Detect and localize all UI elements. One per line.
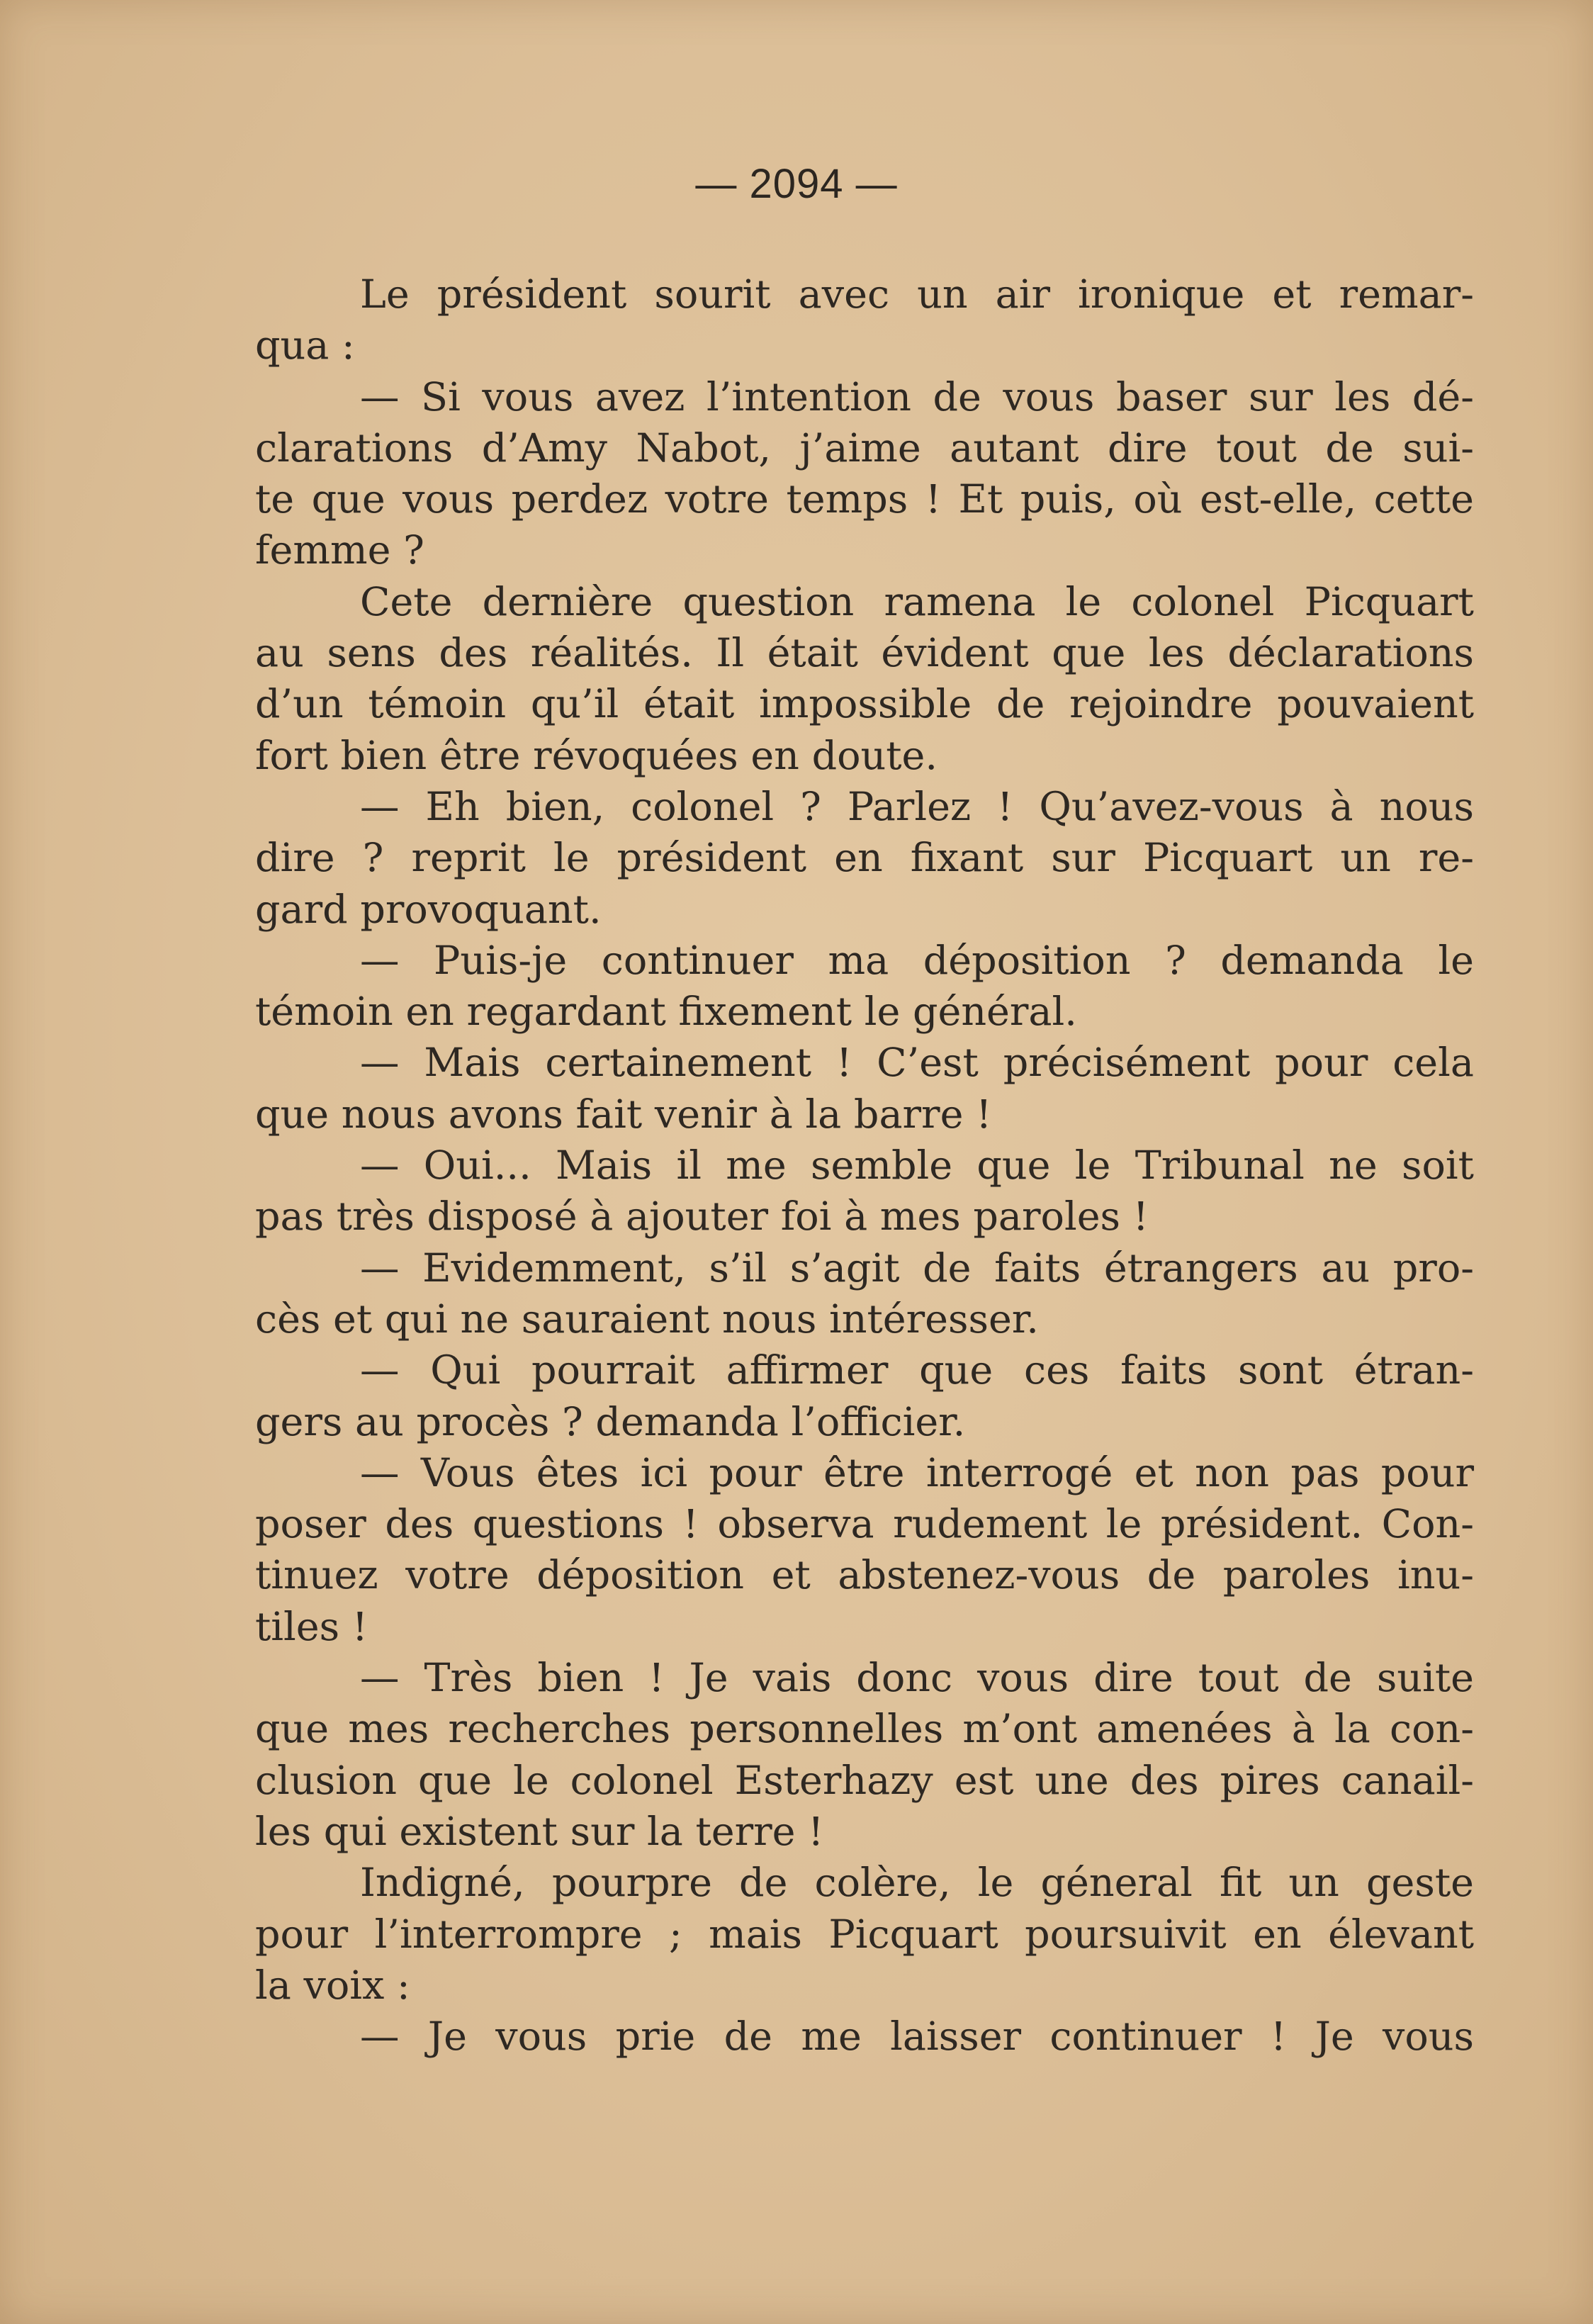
text-line: — Evidemment, s’il s’agit de faits étrangers au pro- <box>360 1245 1474 1291</box>
text-line: dire ? reprit le président en fixant sur Picquart un re- <box>255 835 1474 882</box>
text-line: — Eh bien, colonel ? Parlez ! Qu’avez-vous à nous <box>360 783 1474 830</box>
text-line: — Je vous prie de me laisser continuer ! Je vous <box>360 2014 1474 2060</box>
text-line: — Oui... Mais il me semble que le Tribunal ne soit <box>360 1143 1474 1189</box>
text-line: cès et qui ne sauraient nous intéresser. <box>255 1296 1039 1342</box>
text-line: pas très disposé à ajouter foi à mes paroles ! <box>255 1194 1149 1240</box>
text-line: clusion que le colonel Esterhazy est une des pires canail- <box>255 1757 1474 1804</box>
text-line: Cete dernière question ramena le colonel Picquart <box>360 578 1474 625</box>
text-line: gers au procès ? demanda l’officier. <box>255 1398 966 1445</box>
text-line: pour l’interrompre ; mais Picquart poursuivit en élevant <box>255 1911 1474 1958</box>
text-line: — Très bien ! Je vais donc vous dire tout de suite <box>360 1655 1474 1702</box>
text-line: Indigné, pourpre de colère, le géneral fit un geste <box>360 1860 1474 1907</box>
text-line: — Puis-je continuer ma déposition ? demanda le <box>360 937 1474 984</box>
text-line: — Mais certainement ! C’est précisément pour cela <box>360 1040 1474 1087</box>
text-line: te que vous perdez votre temps ! Et puis, où est-elle, cette <box>255 476 1474 523</box>
text-line: clarations d’Amy Nabot, j’aime autant dire tout de sui- <box>255 425 1474 471</box>
text-line: tinuez votre déposition et abstenez-vous de paroles inu- <box>255 1552 1474 1599</box>
body-text <box>255 269 1474 2062</box>
text-line: — Vous êtes ici pour être interrogé et non pas pour <box>360 1449 1474 1496</box>
text-line: au sens des réalités. Il était évident que les déclarations <box>255 630 1474 677</box>
text-line: — Qui pourrait affirmer que ces faits sont étran- <box>360 1347 1474 1394</box>
text-line: femme ? <box>255 527 424 574</box>
text-line: tiles ! <box>255 1603 368 1650</box>
text-line: poser des questions ! observa rudement le président. Con- <box>255 1501 1474 1548</box>
text-line: Le président sourit avec un air ironique et remar- <box>360 271 1474 318</box>
text-line: la voix : <box>255 1962 410 2009</box>
text-line: fort bien être révoquées en doute. <box>255 732 938 779</box>
text-line: que nous avons fait venir à la barre ! <box>255 1091 992 1138</box>
text-line: gard provoquant. <box>255 886 602 933</box>
text-line: qua : <box>255 322 355 369</box>
text-line: les qui existent sur la terre ! <box>255 1808 824 1855</box>
text-line: d’un témoin qu’il était impossible de rejoindre pouvaient <box>255 681 1474 728</box>
text-line: que mes recherches personnelles m’ont amenées à la con- <box>255 1706 1474 1753</box>
text-line: témoin en regardant fixement le général. <box>255 989 1077 1035</box>
text-line: — Si vous avez l’intention de vous baser sur les dé- <box>360 374 1474 420</box>
page-number: — 2094 — <box>695 161 898 207</box>
